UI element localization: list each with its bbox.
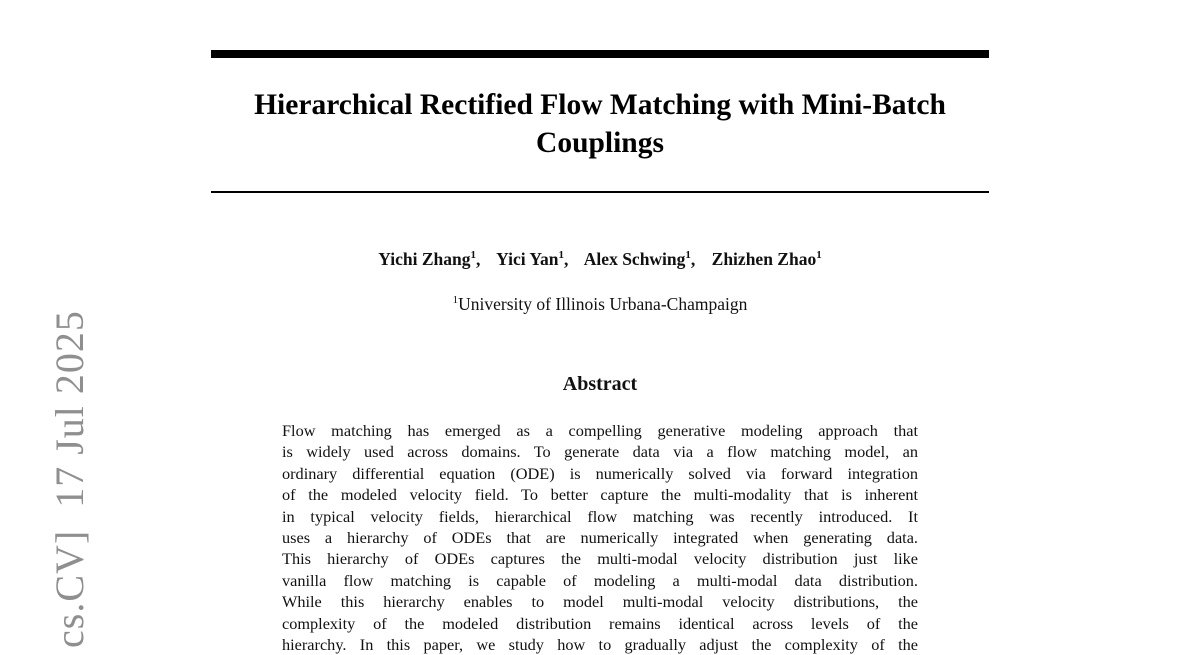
abstract-line: vanilla flow matching is capable of modeling a multi-modal data distribution.: [282, 570, 918, 590]
abstract-body: [282, 420, 918, 655]
title-top-rule: [211, 50, 989, 58]
abstract-line: of the modeled velocity field. To better capture the multi-modality that is inherent: [282, 485, 918, 505]
abstract-line: is widely used across domains. To generate data via a flow matching model, an: [282, 442, 918, 462]
author-list: [211, 247, 989, 274]
abstract-line: hierarchy. In this paper, we study how to gradually adjust the complexity of the: [282, 634, 918, 654]
author: Yichi Zhang$^1$,: [378, 249, 481, 269]
affiliation-marker: 1: [452, 294, 459, 306]
abstract-line: Flow matching has emerged as a compelling generative modeling approach that: [282, 421, 918, 440]
abstract-line: uses a hierarchy of ODEs that are numerically integrated when generating data.: [282, 527, 918, 547]
abstract-line: This hierarchy of ODEs captures the multi-modal velocity distribution just like: [282, 549, 918, 569]
abstract-heading: Abstract: [562, 373, 638, 395]
abstract-line: complexity of the modeled distribution remains identical across levels of the: [282, 613, 918, 633]
title-bottom-rule: [211, 191, 989, 193]
abstract-line: While this hierarchy enables to model multi-modal velocity distributions, the: [282, 592, 918, 612]
abstract-line: in typical velocity fields, hierarchical flow matching was recently introduced. It: [282, 506, 918, 526]
arxiv-date: 17 Jul 2025: [47, 310, 92, 508]
title-line: Couplings: [536, 127, 664, 159]
title-line: Hierarchical Rectified Flow Matching with Mini-Batch: [254, 89, 946, 121]
author: Alex Schwing$^1$,: [583, 249, 696, 269]
author: Yici Yan$^1$,: [496, 249, 569, 269]
affiliation: [211, 292, 989, 319]
abstract-line: ordinary differential equation (ODE) is numerically solved via forward integration: [282, 463, 918, 483]
arxiv-stamp: [47, 310, 92, 648]
author: Zhizhen Zhao$^1$: [711, 249, 822, 269]
affiliation-name: University of Illinois Urbana-Champaign: [458, 294, 748, 314]
arxiv-category: cs.CV]: [47, 529, 92, 648]
paper-title: [211, 86, 989, 162]
